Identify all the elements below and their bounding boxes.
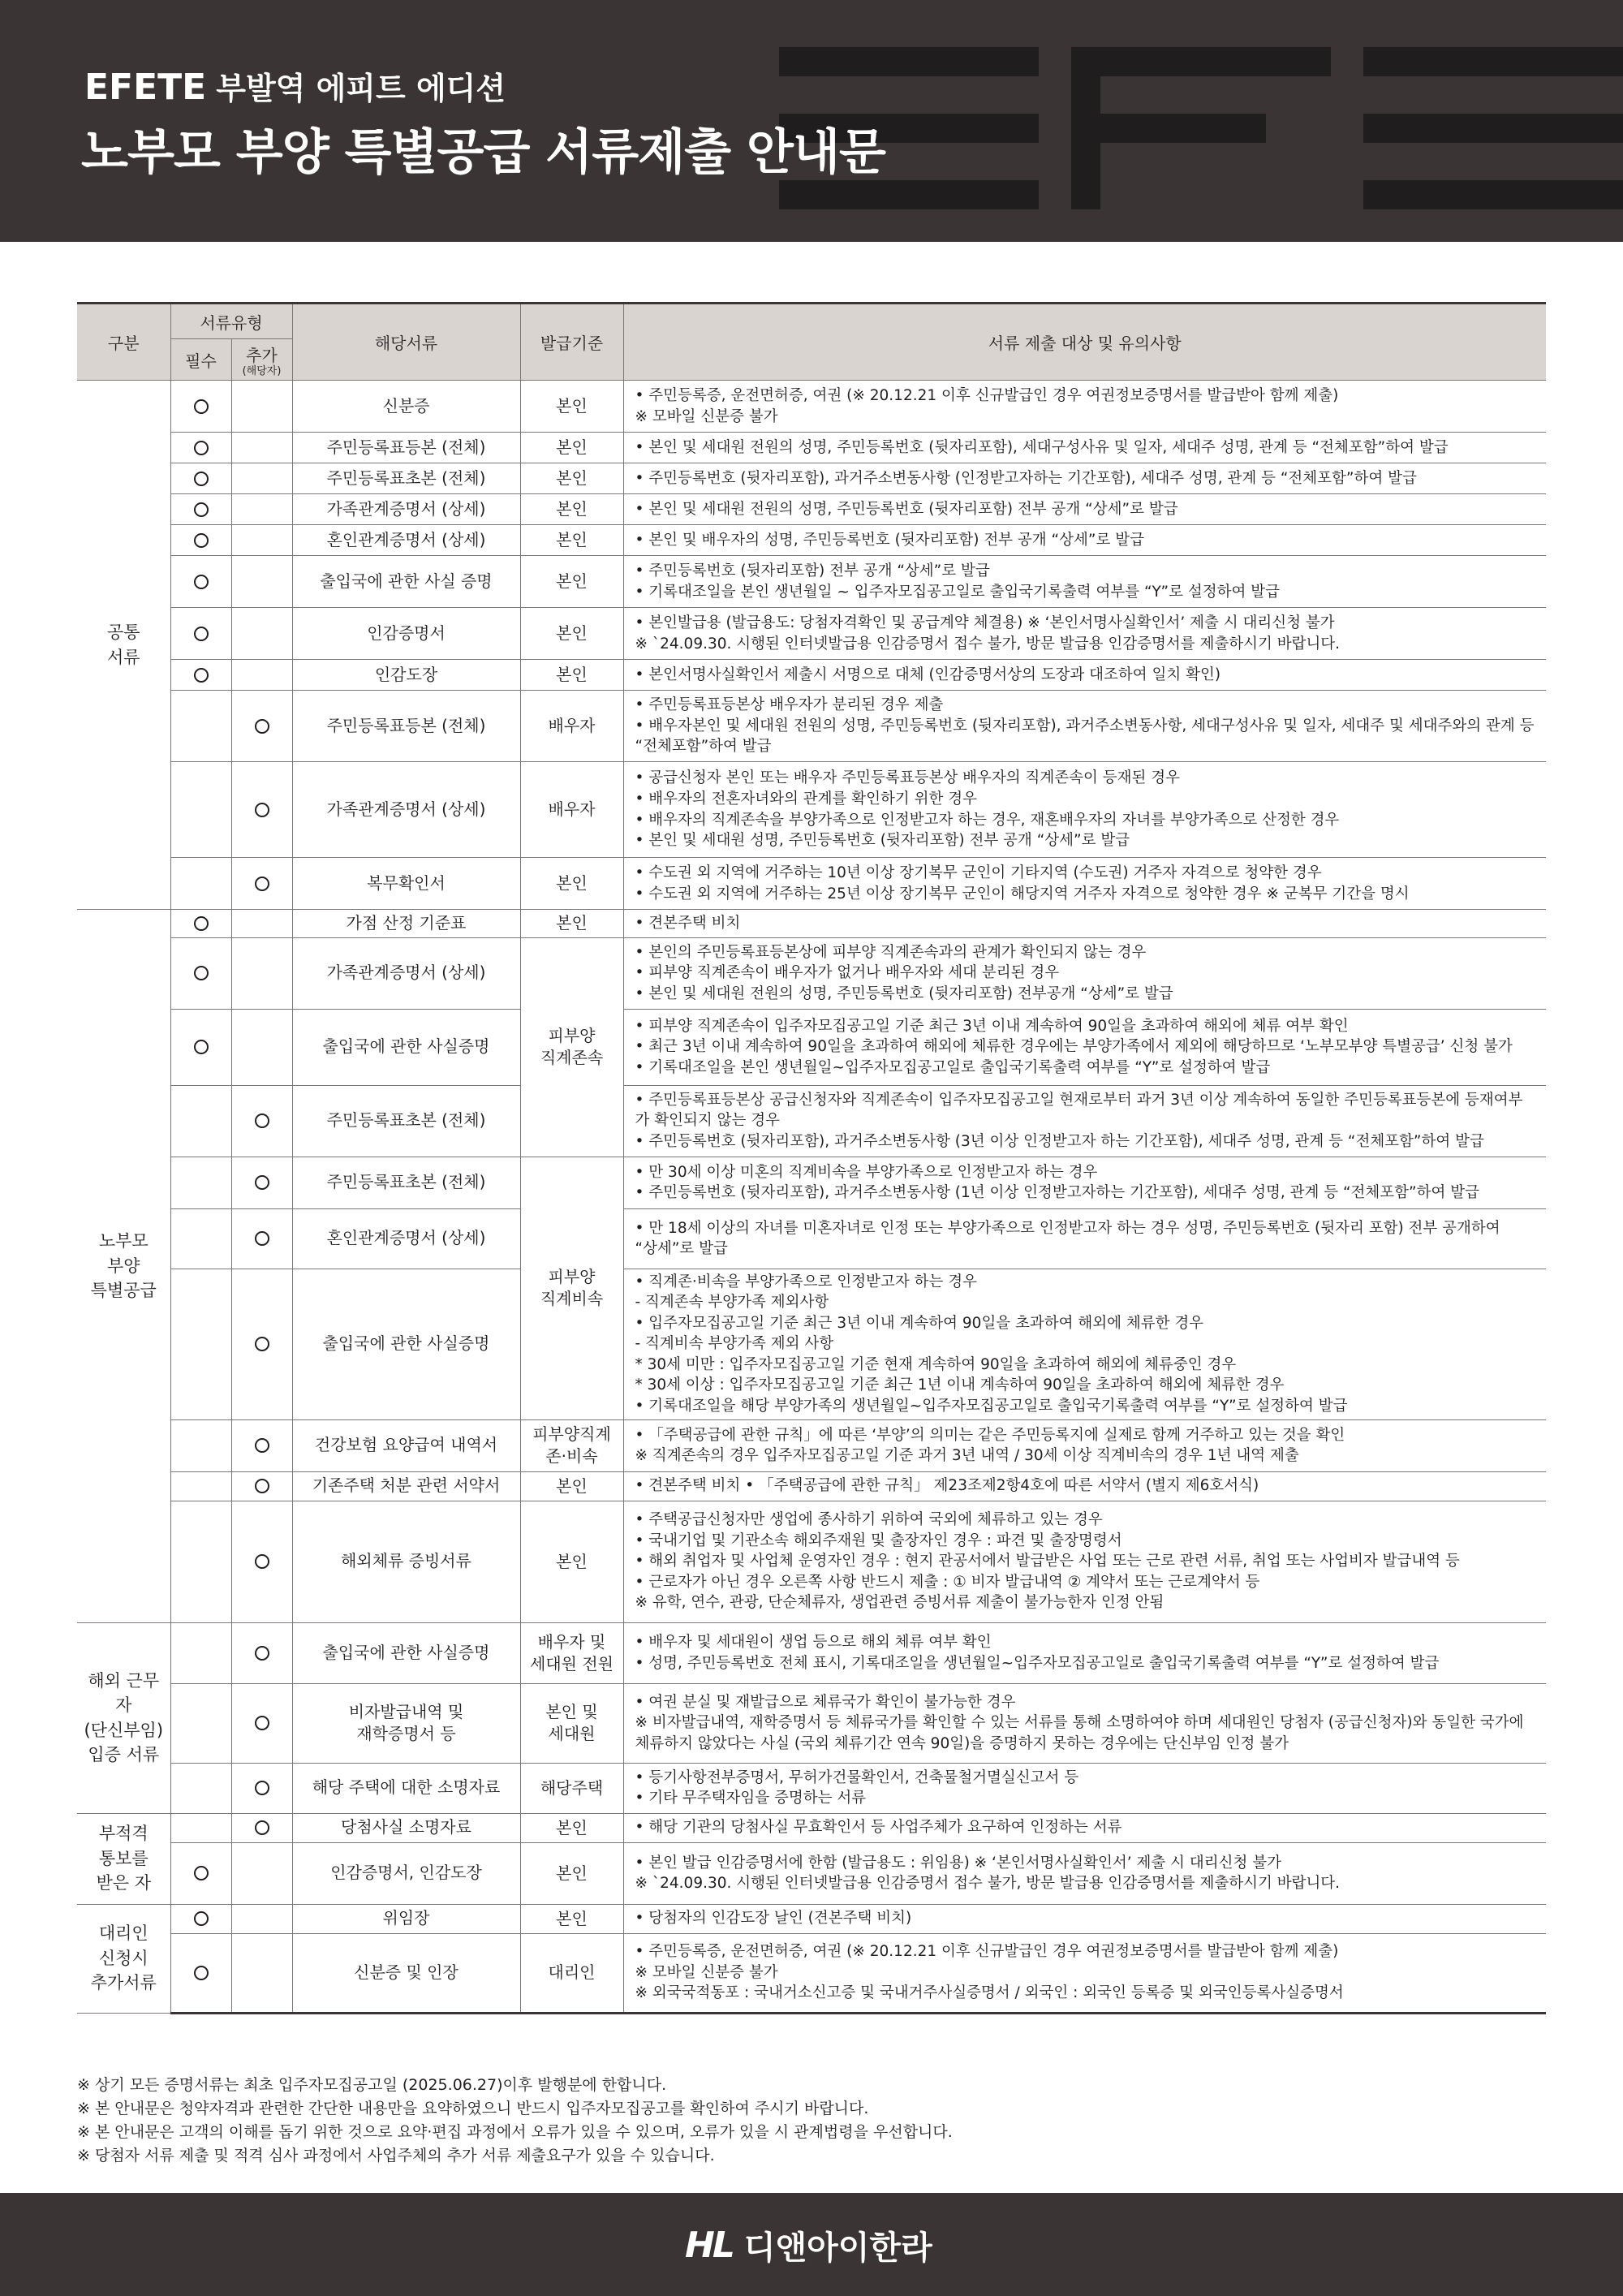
required-cell <box>170 1471 231 1501</box>
required-circle-icon <box>194 533 209 548</box>
issuance-basis: 본인 <box>520 463 623 494</box>
note-line: • 본인 및 배우자의 성명, 주민등록번호 (뒷자리포함) 전부 공개 “상세”로 발급 <box>635 531 1144 549</box>
issuance-basis: 본인 <box>520 525 623 556</box>
issuance-basis: 배우자 및 세대원 전원 <box>520 1622 623 1683</box>
additional-cell <box>231 1813 292 1842</box>
footnotes <box>77 2074 1546 2168</box>
note-line: ※ 비자발급내역, 재학증명서 등 체류국가를 확인할 수 있는 서류를 통해 소명하여야 하며 세대원인 당첨자 (공급신청자)와 동일한 국가에 <box>635 1714 1524 1732</box>
note-line: • 본인발급용 (발급용도: 당첨자격확인 및 공급계약 체결용) ※ ‘본인서명사실확인서’ 제출 시 대리신청 불가 <box>635 614 1335 631</box>
additional-circle-icon <box>255 719 269 734</box>
additional-cell <box>231 1683 292 1763</box>
additional-circle-icon <box>255 1231 269 1246</box>
required-cell <box>170 910 231 938</box>
additional-cell <box>231 1622 292 1683</box>
submission-notes <box>623 1763 1546 1813</box>
document-name: 가족관계증명서 (상세) <box>292 762 520 858</box>
document-name: 혼인관계증명서 (상세) <box>292 1208 520 1269</box>
additional-cell <box>231 1085 292 1157</box>
document-name: 출입국에 관한 사실증명 <box>292 1622 520 1683</box>
note-line: “전체포함”하여 발급 <box>635 738 772 756</box>
required-circle-icon <box>194 916 209 931</box>
document-name: 출입국에 관한 사실증명 <box>292 1269 520 1419</box>
issuance-basis: 본인 <box>520 1842 623 1904</box>
note-line: • 배우자 및 세대원이 생업 등으로 해외 체류 여부 확인 <box>635 1634 992 1652</box>
required-cell <box>170 1622 231 1683</box>
document-name: 주민등록표초본 (전체) <box>292 1157 520 1208</box>
additional-cell <box>231 1763 292 1813</box>
additional-cell <box>231 556 292 608</box>
note-line: • 주민등록표등본상 공급신청자와 직계존속이 입주자모집공고일 현재로부터 과거 3년 이상 계속하여 동일한 주민등록표등본에 등재여부 <box>635 1091 1523 1109</box>
note-line: • 주민등록번호 (뒷자리포함), 과거주소변동사항 (1년 이상 인정받고자하는 기간포함), 세대주 성명, 관계 등 “전체포함”하여 발급 <box>635 1184 1479 1202</box>
note-line: • 입주자모집공고일 기준 최근 3년 이내 계속하여 90일을 초과하여 해외에 체류한 경우 <box>635 1314 1204 1332</box>
note-line: • 주택공급신청자만 생업에 종사하기 위하여 국외에 체류하고 있는 경우 <box>635 1511 1103 1529</box>
note-line: • 성명, 주민등록번호 전체 표시, 기록대조일을 생년월일~입주자모집공고일로 출입국기록출력 여부를 “Y”로 설정하여 발급 <box>635 1654 1440 1672</box>
submission-notes <box>623 1842 1546 1904</box>
table-row <box>77 937 1546 1009</box>
category-ineligible-notice: 부적격 통보를 받은 자 <box>77 1813 170 1904</box>
required-cell <box>170 660 231 691</box>
note-line: * 30세 이상 : 입주자모집공고일 기준 최근 1년 이내 계속하여 90일을 초과하여 해외에 체류한 경우 <box>635 1376 1285 1394</box>
note-line: - 직계비속 부양가족 제외 사항 <box>635 1335 834 1353</box>
table-row <box>77 1269 1546 1419</box>
additional-circle-icon <box>255 1646 269 1661</box>
note-line: ※ `24.09.30. 시행된 인터넷발급용 인감증명서 접수 불가, 방문 발급용 인감증명서를 제출하시기 바랍니다. <box>635 635 1341 653</box>
additional-circle-icon <box>255 877 269 891</box>
note-line: ※ 모바일 신분증 불가 <box>635 1963 778 1981</box>
note-line: • 국내기업 및 기관소속 해외주재원 및 출장자인 경우 : 파견 및 출장명령서 <box>635 1531 1122 1549</box>
note-line: • 기록대조일을 본인 생년월일 ~ 입주자모집공고일로 출입국기록출력 여부를 “Y”로 설정하여 발급 <box>635 583 1280 601</box>
issuance-basis: 본인 <box>520 1501 623 1622</box>
note-line: • 주민등록증, 운전면허증, 여권 (※ 20.12.21 이후 신규발급인 경우 여권정보증명서를 발급받아 함께 제출) <box>635 386 1339 404</box>
note-line: • 배우자본인 및 세대원 전원의 성명, 주민등록번호 (뒷자리포함), 과거주소변동사항, 세대구성사유 및 일자, 세대주 및 세대주와의 관계 등 <box>635 717 1535 734</box>
note-line: 체류하지 않았다는 사실 (국외 체류기간 연속 90일)을 증명하지 못하는 경우에는 단신부임 인정 불가 <box>635 1734 1289 1752</box>
footnote: ※ 본 안내문은 고객의 이해를 돕기 위한 것으로 요약·편집 과정에서 오류가 있을 수 있으며, 오류가 있을 시 관계법령을 우선합니다. <box>77 2122 953 2141</box>
table-row <box>77 1622 1546 1683</box>
table-row <box>77 1419 1546 1471</box>
issuance-basis: 본인 <box>520 556 623 608</box>
note-line: ※ `24.09.30. 시행된 인터넷발급용 인감증명서 접수 불가, 방문 발급용 인감증명서를 제출하시기 바랍니다. <box>635 1875 1341 1893</box>
issuance-basis: 본인 <box>520 858 623 910</box>
note-line: ※ 외국국적동포 : 국내거소신고증 및 국내거주사실증명서 / 외국인 : 외국인 등록증 및 외국인등록사실증명서 <box>635 1984 1344 2002</box>
table-row <box>77 1842 1546 1904</box>
document-name: 기존주택 처분 관련 서약서 <box>292 1471 520 1501</box>
note-line: • 기록대조일을 해당 부양가족의 생년월일~입주자모집공고일로 출입국기록출력 여부를 “Y”로 설정하여 발급 <box>635 1397 1348 1415</box>
required-cell <box>170 556 231 608</box>
required-circle-icon <box>194 1040 209 1054</box>
required-cell <box>170 1208 231 1269</box>
additional-cell <box>231 937 292 1009</box>
note-line: • 주민등록번호 (뒷자리포함), 과거주소변동사항 (인정받고자하는 기간포함), 세대주 성명, 관계 등 “전체포함”하여 발급 <box>635 469 1417 487</box>
submission-notes <box>623 1683 1546 1763</box>
submission-notes <box>623 525 1546 556</box>
required-cell <box>170 381 231 433</box>
issuance-basis: 본인 <box>520 910 623 938</box>
document-name: 가족관계증명서 (상세) <box>292 937 520 1009</box>
issuance-basis: 대리인 <box>520 1933 623 2013</box>
efete-logo-graphic <box>779 47 1623 209</box>
required-circle-icon <box>194 441 209 455</box>
additional-circle-icon <box>255 1479 269 1493</box>
table-row <box>77 1085 1546 1157</box>
additional-cell <box>231 608 292 660</box>
required-circle-icon <box>194 627 209 641</box>
required-circle-icon <box>194 668 209 683</box>
issuance-basis: 배우자 <box>520 691 623 762</box>
issuance-basis: 본인 <box>520 1904 623 1933</box>
note-line: • 수도권 외 지역에 거주하는 25년 이상 장기복무 군인이 해당지역 거주자 자격으로 청약한 경우 ※ 군복무 기간을 명시 <box>635 885 1410 902</box>
note-line: • 주민등록표등본상 배우자가 분리된 경우 제출 <box>635 696 944 714</box>
submission-notes <box>623 691 1546 762</box>
note-line: • 「주택공급에 관한 규칙」에 따른 ‘부양’의 의미는 같은 주민등록지에 실제로 함께 거주하고 있는 것을 확인 <box>635 1426 1345 1444</box>
table-row <box>77 608 1546 660</box>
required-cell <box>170 1157 231 1208</box>
document-name: 인감도장 <box>292 660 520 691</box>
note-line: * 30세 미만 : 입주자모집공고일 기준 현재 계속하여 90일을 초과하여 해외에 체류중인 경우 <box>635 1355 1237 1373</box>
category-proxy-application: 대리인 신청시 추가서류 <box>77 1904 170 2013</box>
header-document: 해당서류 <box>292 304 520 381</box>
required-circle-icon <box>194 502 209 517</box>
additional-circle-icon <box>255 1716 269 1730</box>
additional-cell <box>231 1208 292 1269</box>
page-title: 노부모 부양 특별공급 서류제출 안내문 <box>81 124 885 181</box>
table-row <box>77 1683 1546 1763</box>
note-line: • 본인서명사실확인서 제출시 서명으로 대체 (인감증명서상의 도장과 대조하여 일치 확인) <box>635 666 1221 683</box>
document-name: 건강보험 요양급여 내역서 <box>292 1419 520 1471</box>
required-cell <box>170 1419 231 1471</box>
table-row <box>77 433 1546 463</box>
additional-cell <box>231 463 292 494</box>
document-name: 복무확인서 <box>292 858 520 910</box>
document-name: 신분증 및 인장 <box>292 1933 520 2013</box>
required-cell <box>170 608 231 660</box>
submission-notes <box>623 1933 1546 2013</box>
note-line: • 주민등록증, 운전면허증, 여권 (※ 20.12.21 이후 신규발급인 경우 여권정보증명서를 발급받아 함께 제출) <box>635 1943 1339 1961</box>
note-line: - 직계존속 부양가족 제외사항 <box>635 1294 829 1312</box>
note-line: • 본인 발급 인감증명서에 한함 (발급용도 : 위임용) ※ ‘본인서명사실확인서’ 제출 시 대리신청 불가 <box>635 1854 1282 1872</box>
table-row <box>77 1009 1546 1085</box>
additional-cell <box>231 910 292 938</box>
additional-cell <box>231 1933 292 2013</box>
note-line: • 근로자가 아닌 경우 오른쪽 사항 반드시 제출 : ① 비자 발급내역 ② 계약서 또는 근로계약서 등 <box>635 1573 1260 1591</box>
submission-notes <box>623 1157 1546 1208</box>
issuance-basis: 본인 <box>520 1471 623 1501</box>
submission-notes <box>623 1269 1546 1419</box>
table-row <box>77 660 1546 691</box>
additional-cell <box>231 660 292 691</box>
footnote: ※ 본 안내문은 청약자격과 관련한 간단한 내용만을 요약하였으니 반드시 입주자모집공고를 확인하여 주시기 바랍니다. <box>77 2099 869 2117</box>
document-name: 가점 산정 기준표 <box>292 910 520 938</box>
submission-notes <box>623 937 1546 1009</box>
note-line: • 본인 및 세대원 전원의 성명, 주민등록번호 (뒷자리포함) 전부공개 “상세”로 발급 <box>635 984 1173 1002</box>
table-row <box>77 1933 1546 2013</box>
document-name: 출입국에 관한 사실증명 <box>292 1009 520 1085</box>
document-name: 인감증명서 <box>292 608 520 660</box>
submission-notes <box>623 858 1546 910</box>
issuance-basis: 본인 <box>520 608 623 660</box>
required-cell <box>170 937 231 1009</box>
submission-notes <box>623 1009 1546 1085</box>
additional-circle-icon <box>255 1175 269 1190</box>
issuance-basis: 본인 <box>520 381 623 433</box>
table-body <box>77 381 1546 2014</box>
submission-notes <box>623 1085 1546 1157</box>
additional-circle-icon <box>255 1114 269 1128</box>
note-line: • 직계존·비속을 부양가족으로 인정받고자 하는 경우 <box>635 1273 977 1290</box>
note-line: • 당첨자의 인감도장 날인 (견본주택 비치) <box>635 1910 912 1928</box>
note-line: • 배우자의 직계존속을 부양가족으로 인정받고자 하는 경우, 재혼배우자의 자녀를 부양가족으로 산정한 경우 <box>635 811 1340 829</box>
required-circle-icon <box>194 966 209 980</box>
header-doc-type: 서류유형 <box>170 304 292 339</box>
note-line: • 주민등록번호 (뒷자리포함), 과거주소변동사항 (3년 이상 인정받고자 하는 기간포함), 세대주 성명, 관계 등 “전체포함”하여 발급 <box>635 1132 1484 1150</box>
note-line: • 여권 분실 및 재발급으로 체류국가 확인이 불가능한 경우 <box>635 1693 1016 1711</box>
issuance-basis: 본인 <box>520 433 623 463</box>
issuance-basis: 피부양 직계존속 <box>520 937 623 1157</box>
submission-notes <box>623 1208 1546 1269</box>
additional-circle-icon <box>255 1554 269 1569</box>
page-header <box>0 0 1623 242</box>
submission-notes <box>623 1904 1546 1933</box>
hl-logo-mark: HL <box>685 2224 733 2266</box>
submission-notes <box>623 762 1546 858</box>
category-common-docs: 공통 서류 <box>77 381 170 910</box>
note-line: • 피부양 직계존속이 입주자모집공고일 기준 최근 3년 이내 계속하여 90일을 초과하여 해외에 체류 여부 확인 <box>635 1017 1349 1035</box>
additional-cell <box>231 1419 292 1471</box>
header-additional-label: 추가 <box>246 346 278 365</box>
note-line: • 공급신청자 본인 또는 배우자 주민등록표등본상 배우자의 직계존속이 등재된 경우 <box>635 769 1180 787</box>
header-additional-sub: (해당자) <box>242 365 282 377</box>
brand-logo-text: EFETE <box>84 67 207 108</box>
table-row <box>77 1813 1546 1842</box>
required-cell <box>170 463 231 494</box>
note-line: • 기타 무주택자임을 증명하는 서류 <box>635 1790 867 1807</box>
footnote: ※ 상기 모든 증명서류는 최초 입주자모집공고일 (2025.06.27)이후 발행분에 한합니다. <box>77 2076 667 2094</box>
additional-circle-icon <box>255 803 269 817</box>
note-line: ※ 유학, 연수, 관광, 단순체류자, 생업관련 증빙서류 제출이 불가능한자 인정 안됨 <box>635 1594 1165 1612</box>
note-line: • 등기사항전부증명서, 무허가건물확인서, 건축물철거멸실신고서 등 <box>635 1768 1079 1786</box>
table-row <box>77 556 1546 608</box>
table-row <box>77 1763 1546 1813</box>
note-line: • 견본주택 비치 • 「주택공급에 관한 규칙」 제23조제2항4호에 따른 서약서 (별지 제6호서식) <box>635 1477 1259 1495</box>
required-circle-icon <box>194 1911 209 1926</box>
issuance-basis: 피부양직계 존·비속 <box>520 1419 623 1471</box>
note-line: • 본인 및 세대원 전원의 성명, 주민등록번호 (뒷자리포함) 전부 공개 “상세”로 발급 <box>635 500 1178 518</box>
additional-cell <box>231 381 292 433</box>
note-line: • 배우자의 전혼자녀와의 관계를 확인하기 위한 경우 <box>635 790 977 808</box>
note-line: • 수도권 외 지역에 거주하는 10년 이상 장기복무 군인이 기타지역 (수도권) 거주자 자격으로 청약한 경우 <box>635 864 1322 881</box>
submission-notes <box>623 910 1546 938</box>
document-name: 혼인관계증명서 (상세) <box>292 525 520 556</box>
note-line: “상세”로 발급 <box>635 1240 728 1258</box>
document-name: 주민등록표초본 (전체) <box>292 463 520 494</box>
document-name: 당첨사실 소명자료 <box>292 1813 520 1842</box>
required-circle-icon <box>194 472 209 486</box>
table-row <box>77 1208 1546 1269</box>
issuance-basis: 본인 및 세대원 <box>520 1683 623 1763</box>
additional-cell <box>231 691 292 762</box>
table-row <box>77 1904 1546 1933</box>
submission-notes <box>623 608 1546 660</box>
additional-circle-icon <box>255 1438 269 1453</box>
table-row <box>77 494 1546 525</box>
additional-cell <box>231 1501 292 1622</box>
issuance-basis: 본인 <box>520 1813 623 1842</box>
required-cell <box>170 494 231 525</box>
required-cell <box>170 1842 231 1904</box>
required-circle-icon <box>194 399 209 414</box>
table-row <box>77 1157 1546 1208</box>
submission-notes <box>623 494 1546 525</box>
document-name: 해외체류 증빙서류 <box>292 1501 520 1622</box>
note-line: • 견본주택 비치 <box>635 915 741 933</box>
brand-name <box>84 63 506 108</box>
document-name: 가족관계증명서 (상세) <box>292 494 520 525</box>
note-line: • 기록대조일을 본인 생년월일~입주자모집공고일로 출입국기록출력 여부를 “Y”로 설정하여 발급 <box>635 1058 1271 1076</box>
issuance-basis: 본인 <box>520 660 623 691</box>
submission-notes <box>623 1471 1546 1501</box>
document-name: 주민등록표등본 (전체) <box>292 691 520 762</box>
document-name: 비자발급내역 및 재학증명서 등 <box>292 1683 520 1763</box>
note-line: • 피부양 직계존속이 배우자가 없거나 배우자와 세대 분리된 경우 <box>635 964 1060 982</box>
company-name: 디앤아이한라 <box>743 2229 932 2267</box>
issuance-basis: 피부양 직계비속 <box>520 1157 623 1419</box>
additional-circle-icon <box>255 1337 269 1351</box>
header-category: 구분 <box>77 304 170 381</box>
required-cell <box>170 858 231 910</box>
note-line: • 본인 및 세대원 전원의 성명, 주민등록번호 (뒷자리포함), 세대구성사유 및 일자, 세대주 성명, 관계 등 “전체포함”하여 발급 <box>635 438 1449 456</box>
required-cell <box>170 762 231 858</box>
document-name: 주민등록표등본 (전체) <box>292 433 520 463</box>
table-row <box>77 691 1546 762</box>
required-cell <box>170 1763 231 1813</box>
required-cell <box>170 1813 231 1842</box>
submission-notes <box>623 1622 1546 1683</box>
document-name: 해당 주택에 대한 소명자료 <box>292 1763 520 1813</box>
required-cell <box>170 1269 231 1419</box>
table-row <box>77 1471 1546 1501</box>
required-cell <box>170 1009 231 1085</box>
note-line: 가 확인되지 않는 경우 <box>635 1112 780 1130</box>
submission-notes <box>623 556 1546 608</box>
note-line: • 본인의 주민등록표등본상에 피부양 직계존속과의 관계가 확인되지 않는 경우 <box>635 943 1147 961</box>
note-line: • 본인 및 세대원 성명, 주민등록번호 (뒷자리포함) 전부 공개 “상세”로 발급 <box>635 832 1130 850</box>
document-name: 주민등록표초본 (전체) <box>292 1085 520 1157</box>
submission-notes <box>623 1419 1546 1471</box>
document-table <box>77 302 1546 2014</box>
document-name: 신분증 <box>292 381 520 433</box>
note-line: ※ 직계존속의 경우 입주자모집공고일 기준 과거 3년 내역 / 30세 이상 직계비속의 경우 1년 내역 제출 <box>635 1447 1299 1465</box>
table-row <box>77 1501 1546 1622</box>
issuance-basis: 배우자 <box>520 762 623 858</box>
submission-notes <box>623 1813 1546 1842</box>
required-cell <box>170 1683 231 1763</box>
table-row <box>77 858 1546 910</box>
issuance-basis: 해당주택 <box>520 1763 623 1813</box>
document-name: 인감증명서, 인감도장 <box>292 1842 520 1904</box>
additional-cell <box>231 525 292 556</box>
note-line: • 만 30세 이상 미혼의 직계비속을 부양가족으로 인정받고자 하는 경우 <box>635 1163 1098 1181</box>
submission-notes <box>623 660 1546 691</box>
required-cell <box>170 1501 231 1622</box>
note-line: ※ 모바일 신분증 불가 <box>635 407 778 425</box>
header-basis: 발급기준 <box>520 304 623 381</box>
submission-notes <box>623 463 1546 494</box>
required-cell <box>170 691 231 762</box>
table-row <box>77 463 1546 494</box>
required-cell <box>170 525 231 556</box>
additional-cell <box>231 1009 292 1085</box>
additional-cell <box>231 762 292 858</box>
additional-cell <box>231 494 292 525</box>
footnote: ※ 당첨자 서류 제출 및 적격 심사 과정에서 사업주체의 추가 서류 제출요구가 있을 수 있습니다. <box>77 2146 715 2165</box>
additional-cell <box>231 1904 292 1933</box>
header-notes: 서류 제출 대상 및 유의사항 <box>623 304 1546 381</box>
required-cell <box>170 1933 231 2013</box>
submission-notes <box>623 1501 1546 1622</box>
category-elderly-support: 노부모 부양 특별공급 <box>77 910 170 1623</box>
required-circle-icon <box>194 1866 209 1880</box>
note-line: • 최근 3년 이내 계속하여 90일을 초과하여 해외에 체류한 경우에는 부양가족에서 제외에 해당하므로 ‘노부모부양 특별공급’ 신청 불가 <box>635 1038 1513 1056</box>
required-circle-icon <box>194 1966 209 1980</box>
required-cell <box>170 1085 231 1157</box>
document-table-wrapper <box>77 302 1546 2014</box>
required-cell <box>170 433 231 463</box>
required-circle-icon <box>194 575 209 589</box>
note-line: • 해외 취업자 및 사업체 운영자인 경우 : 현지 관공서에서 발급받은 사업 또는 근로 관련 서류, 취업 또는 사업비자 발급내역 등 <box>635 1553 1460 1570</box>
additional-circle-icon <box>255 1781 269 1795</box>
additional-cell <box>231 433 292 463</box>
required-cell <box>170 1904 231 1933</box>
additional-circle-icon <box>255 1820 269 1835</box>
company-logo <box>685 2221 932 2269</box>
additional-cell <box>231 1269 292 1419</box>
issuance-basis: 본인 <box>520 494 623 525</box>
additional-cell <box>231 1471 292 1501</box>
submission-notes <box>623 433 1546 463</box>
page-footer <box>0 2193 1623 2296</box>
header-additional <box>231 339 292 381</box>
brand-project-name: 부발역 에피트 에디션 <box>216 71 506 106</box>
table-row <box>77 762 1546 858</box>
document-name: 출입국에 관한 사실 증명 <box>292 556 520 608</box>
additional-cell <box>231 1157 292 1208</box>
additional-cell <box>231 1842 292 1904</box>
additional-cell <box>231 858 292 910</box>
note-line: • 만 18세 이상의 자녀를 미혼자녀로 인정 또는 부양가족으로 인정받고자 하는 경우 성명, 주민등록번호 (뒷자리 포함) 전부 공개하여 <box>635 1219 1500 1237</box>
table-row <box>77 910 1546 938</box>
submission-notes <box>623 381 1546 433</box>
header-required: 필수 <box>170 339 231 381</box>
category-overseas-worker: 해외 근무자 (단신부임) 입증 서류 <box>77 1622 170 1813</box>
document-name: 위임장 <box>292 1904 520 1933</box>
note-line: • 해당 기관의 당첨사실 무효확인서 등 사업주체가 요구하여 인정하는 서류 <box>635 1819 1122 1837</box>
table-row <box>77 525 1546 556</box>
table-row <box>77 381 1546 433</box>
note-line: • 주민등록번호 (뒷자리포함) 전부 공개 “상세”로 발급 <box>635 562 990 579</box>
